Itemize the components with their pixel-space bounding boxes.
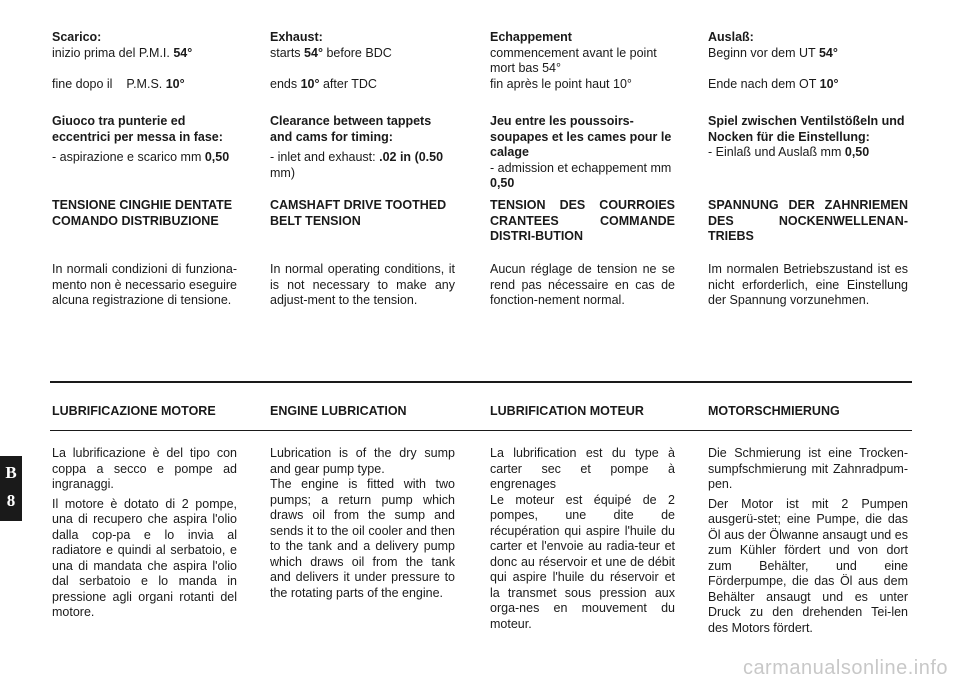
clearance-text-fr: - admission et echappement mm [490,160,672,175]
exhaust-heading-it: Scarico: [52,30,102,44]
section-tab-letter: B [5,463,17,482]
clearance-heading-it: Giuoco tra punterie ed eccentrici per messa in fase: [52,114,223,144]
exhaust-start-en: starts 54° before BDC [270,45,392,60]
clearance-block-de [708,114,908,161]
exhaust-heading-en: Exhaust: [270,30,323,44]
lubrication-heading-it: LUBRIFICAZIONE MOTORE [52,404,216,418]
belt-text-en: In normal operating conditions, it is not necessary to make any adjust-ment to the tension. [270,262,455,307]
belt-heading-de: SPANNUNG DER ZAHNRIEMEN DES NOCKENWELLENAN-TRIEBS [708,198,908,243]
belt-heading-fr: TENSION DES COURROIES CRANTEES COMMANDE DISTRI-BUTION [490,198,675,243]
exhaust-start-de: Beginn vor dem UT 54° [708,45,838,60]
clearance-heading-en: Clearance between tappets and cams for timing: [270,114,432,144]
exhaust-block-de [708,30,908,93]
clearance-block-it [52,114,237,166]
belt-text-de: Im normalen Betriebszustand ist es nicht erforderlich, eine Einstellung der Spannung vorzunehmen. [708,262,908,307]
section-tab-number: 8 [6,491,16,510]
clearance-heading-fr: Jeu entre les poussoirs-soupapes et les cames pour le calage [490,114,672,159]
exhaust-block-fr [490,30,675,92]
clearance-value-it: - aspirazione e scarico mm 0,50 [52,150,230,164]
lubrication-heading-en: ENGINE LUBRICATION [270,404,407,418]
exhaust-block-it [52,30,237,93]
exhaust-end-fr: fin après le point haut 10° [490,76,632,91]
belt-text-it: In normali condizioni di funziona-mento non è necessario eseguire alcuna registrazione di tensione. [52,262,237,307]
lubrication-text-de: Die Schmierung ist eine Trocken-sumpfschmierung mit Zahnradpum-pen. Der Motor ist mit 2 Pumpen ausgerü-stet; eine Pumpe, die das Öl aus der Ölwanne ansaugt und es zum Kühler fördert und von dort zum Behälter, und eine Förderpumpe, die das Öl aus dem Behälter ansaugt und es unter Druck zu den drehenden Tei-len des Motors fördert. [708,446,908,635]
lubrication-text-en: Lubrication is of the dry sump and gear pump type. The engine is fitted with two pumps; a return pump which draws oil from the sump and sends it to the oil cooler and then to the tank and a delivery pump which draws oil from the tank and delivers it under pressure to the rotating parts of the engine. [270,446,455,600]
belt-heading-en: CAMSHAFT DRIVE TOOTHED BELT TENSION [270,198,447,228]
clearance-heading-de: Spiel zwischen Ventilstößeln und Nocken für die Einstellung: [708,114,905,144]
belt-text-fr: Aucun réglage de tension ne se rend pas nécessaire en cas de fonction-nement normal. [490,262,675,307]
exhaust-heading-fr: Echappement [490,30,572,44]
lubrication-heading-de: MOTORSCHMIERUNG [708,404,840,418]
exhaust-end-en: ends 10° after TDC [270,77,377,91]
watermark-text: carmanualsonline.info [742,656,948,679]
section-divider-top [50,381,912,383]
lubrication-text-fr: La lubrification est du type à carter sec et pompe à engrenages Le moteur est équipé de 2 pompes, une dite de récupération qui aspire l'huile du carter et l'envoie au radia-teur et donc au réservoir et une de débit qui aspire l'huile du réservoir et la transmet sous pression aux orga-nes en mouvement du moteur. [490,446,675,631]
clearance-value-en: - inlet and exhaust: .02 in (0.50 mm) [270,150,444,180]
exhaust-end-it: fine dopo il P.M.S. 10° [52,77,185,91]
lubrication-text-it: La lubrificazione è del tipo con coppa a secco e pompe ad ingranaggi. Il motore è dotato di 2 pompe, una di recupero che aspira l'olio dalla cop-pa e lo invia al radiatore e quindi al serbatoio, e una di mandata che aspira l'olio dal serbatoio e lo manda in pressione agli organi rotanti del motore. [52,446,237,619]
belt-heading-it: TENSIONE CINGHIE DENTATE COMANDO DISTRIBUZIONE [52,198,233,228]
section-tab [0,456,22,521]
clearance-value-fr: 0,50 [490,176,515,190]
lubrication-heading-fr: LUBRIFICATION MOTEUR [490,404,644,418]
exhaust-end-de: Ende nach dem OT 10° [708,77,839,91]
exhaust-block-en [270,30,455,93]
section-divider-bottom [50,430,912,431]
clearance-block-en [270,114,455,181]
exhaust-start-fr: commencement avant le point mort bas 54° [490,45,657,75]
exhaust-heading-de: Auslaß: [708,30,754,44]
clearance-value-de: - Einlaß und Auslaß mm 0,50 [708,145,870,159]
exhaust-start-it: inizio prima del P.M.I. 54° [52,45,193,60]
clearance-block-fr [490,114,675,192]
